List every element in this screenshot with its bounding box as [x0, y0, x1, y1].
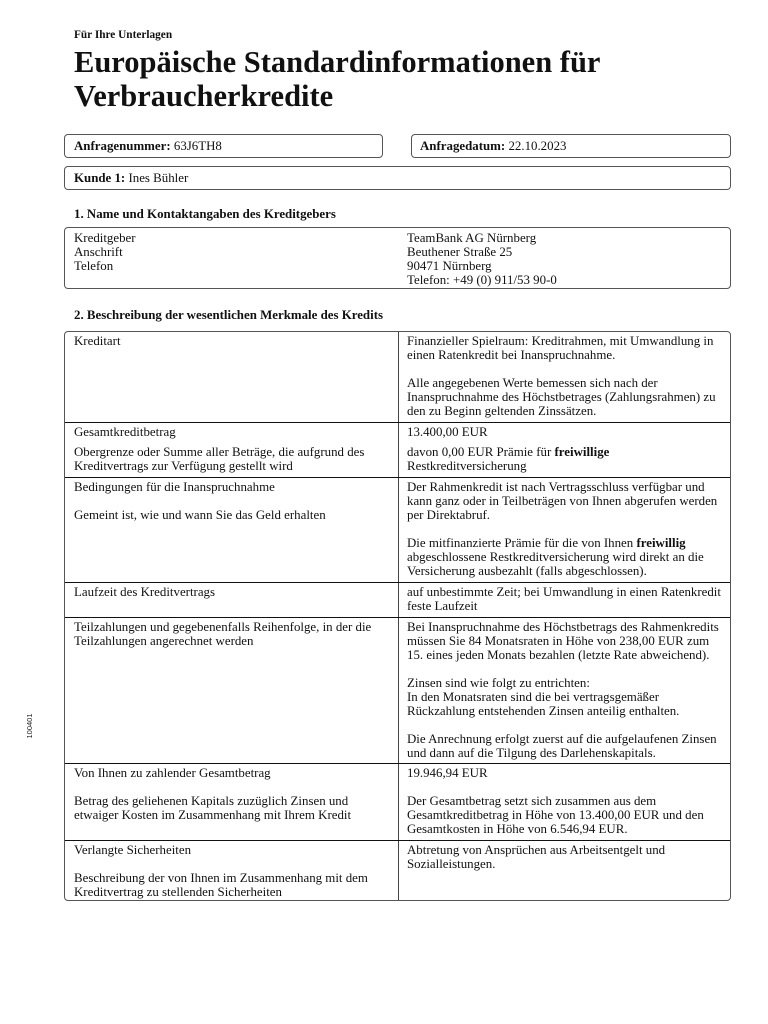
phone-label: Telefon [74, 259, 114, 273]
interest-text: In den Monatsraten sind die bei vertragsgemäßer Rückzahlung entstehenden Zinsen anteilig enthalten. [407, 690, 680, 718]
section-heading-credit: 2. Beschreibung der wesentlichen Merkmale des Kredits [74, 308, 383, 322]
lender-phone: Telefon: +49 (0) 911/53 90-0 [407, 273, 557, 287]
row-explanation: Beschreibung der von Ihnen im Zusammenhang mit dem Kreditvertrag zu stellenden Sicherheiten [74, 871, 368, 899]
row-drawdown [65, 477, 730, 582]
lender-values [407, 231, 557, 287]
premium-emphasis: freiwillig [636, 536, 686, 550]
row-explanation: Betrag des geliehenen Kapitals zuzüglich Zinsen und etwaiger Kosten im Zusammenhang mit Ihrem Kredit [74, 794, 352, 822]
lender-box [64, 227, 731, 289]
customer-label: Kunde 1: [74, 171, 126, 185]
insurance-note [407, 445, 725, 473]
row-explanation: Obergrenze oder Summe aller Beträge, die aufgrund des Kreditvertrags zur Verfügung gestellt wird [74, 445, 365, 473]
payment-plan: Bei Inanspruchnahme des Höchstbetrags des Rahmenkredits müssen Sie 84 Monatsraten in Höhe von 238,00 EUR zum 15. eines jeden Monats bezahlen (letzte Rate abweichend). [407, 620, 719, 662]
row-label-cell [65, 423, 398, 477]
row-label-cell [65, 583, 398, 617]
lender-street: Beuthener Straße 25 [407, 245, 513, 259]
row-credit-type [65, 332, 730, 422]
row-label: Verlangte Sicherheiten [74, 843, 192, 857]
row-value: Der Rahmenkredit ist nach Vertragsschluss verfügbar und kann ganz oder in Teilbeträgen von Ihnen abgerufen werden per Direktabruf. [407, 480, 718, 522]
section-heading-lender: 1. Name und Kontaktangaben des Kreditgebers [74, 207, 336, 221]
row-collateral [65, 840, 730, 900]
request-number-value: 63J6TH8 [173, 139, 222, 153]
row-instalments [65, 617, 730, 763]
premium-text: abgeschlossene Restkreditversicherung wird direkt an die Versicherung ausbezahlt (falls abgeschlossen). [407, 550, 704, 578]
row-value: Alle angegebenen Werte bemessen sich nach der Inanspruchnahme des Höchstbetrages (Zahlungsrahmen) zu den zu Beginn geltenden Zinssätzen. [407, 376, 716, 418]
row-value-cell [398, 764, 730, 840]
row-value: Finanzieller Spielraum: Kreditrahmen, mit Umwandlung in einen Ratenkredit bei Inanspruchnahme. [407, 334, 714, 362]
lender-name: TeamBank AG Nürnberg [407, 231, 537, 245]
row-label-cell [65, 478, 398, 582]
row-value-cell [398, 841, 730, 900]
row-value: auf unbestimmte Zeit; bei Umwandlung in einen Ratenkredit feste Laufzeit [407, 585, 721, 613]
request-number-label: Anfragenummer: [74, 139, 171, 153]
customer-name: Ines Bühler [128, 171, 189, 185]
row-total-payable [65, 763, 730, 840]
row-value-cell [398, 618, 730, 763]
insurance-emphasis: freiwillige [554, 445, 610, 459]
customer-box [64, 166, 731, 190]
request-date-value: 22.10.2023 [508, 139, 567, 153]
row-total-credit [65, 422, 730, 477]
insurance-text: Restkreditversicherung [407, 459, 527, 473]
request-number-box [64, 134, 383, 158]
row-label-cell [65, 764, 398, 840]
insurance-text: davon 0,00 EUR Prämie für [407, 445, 555, 459]
row-label: Kreditart [74, 334, 121, 348]
row-label: Laufzeit des Kreditvertrags [74, 585, 216, 599]
row-label: Teilzahlungen und gegebenenfalls Reihenfolge, in der die Teilzahlungen angerechnet werden [74, 620, 372, 648]
row-duration [65, 582, 730, 617]
row-value-cell [398, 583, 730, 617]
document-title [74, 45, 600, 113]
credit-features-table [64, 331, 731, 901]
row-label-cell [65, 841, 398, 900]
premium-note [407, 536, 725, 578]
premium-text: Die mitfinanzierte Prämie für die von Ihnen [407, 536, 637, 550]
total-credit-amount: 13.400,00 EUR [407, 425, 488, 439]
request-date-label: Anfragedatum: [420, 139, 506, 153]
row-explanation: Gemeint ist, wie und wann Sie das Geld erhalten [74, 508, 326, 522]
row-label: Gesamtkreditbetrag [74, 425, 176, 439]
title-line: Europäische Standardinformationen für [74, 45, 601, 79]
title-line: Verbraucherkredite [74, 79, 334, 113]
row-label: Bedingungen für die Inanspruchnahme [74, 480, 275, 494]
row-value-cell [398, 478, 730, 582]
row-value: Der Gesamtbetrag setzt sich zusammen aus dem Gesamtkreditbetrag in Höhe von 13.400,00 EUR und den Gesamtkosten in Höhe von 6.546,94 EUR. [407, 794, 704, 836]
row-label-cell [65, 618, 398, 763]
row-label: Von Ihnen zu zahlender Gesamtbetrag [74, 766, 271, 780]
lender-label: Kreditgeber [74, 231, 136, 245]
document-note: Für Ihre Unterlagen [74, 29, 173, 41]
allocation-text: Die Anrechnung erfolgt zuerst auf die aufgelaufenen Zinsen und dann auf die Tilgung des Darlehenskapitals. [407, 732, 717, 760]
lender-labels [74, 231, 136, 273]
total-payable-amount: 19.946,94 EUR [407, 766, 488, 780]
side-form-code: 100401 [25, 713, 34, 739]
row-label-cell [65, 332, 398, 422]
lender-city: 90471 Nürnberg [407, 259, 492, 273]
request-date-box [411, 134, 731, 158]
row-value: Abtretung von Ansprüchen aus Arbeitsentgelt und Sozialleistungen. [407, 843, 666, 871]
interest-heading: Zinsen sind wie folgt zu entrichten: [407, 676, 590, 690]
address-label: Anschrift [74, 245, 123, 259]
row-value-cell [398, 332, 730, 422]
row-value-cell [398, 423, 730, 477]
